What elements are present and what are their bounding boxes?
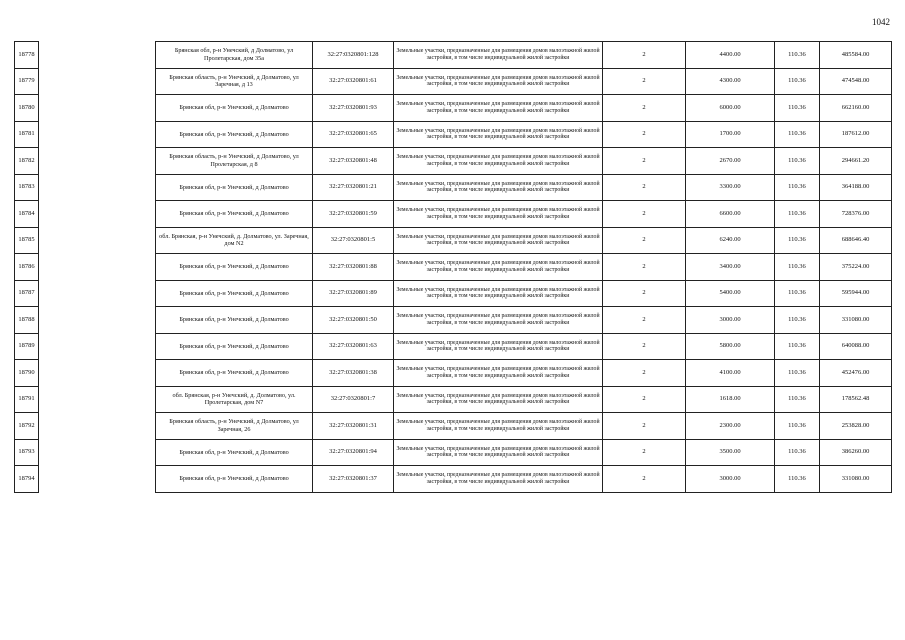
group-cell: 2 [603,386,686,413]
permitted-use-cell: Земельные участки, предназначенные для размещения домов малоэтажной жилой застройки, в том числе индивидуальной жилой застройки [394,333,603,360]
area-cell: 4300.00 [686,68,775,95]
cadastral-number-cell: 32:27:0320801:63 [313,333,394,360]
table-row [156,121,892,148]
row-number-cell: 18794 [15,466,39,493]
cadastral-number-cell: 32:27:0320801:7 [313,386,394,413]
row-number-row [15,68,39,95]
rate-cell: 110.36 [775,360,820,387]
rate-cell: 110.36 [775,466,820,493]
rate-cell: 110.36 [775,413,820,440]
row-number-row [15,121,39,148]
area-cell: 6240.00 [686,227,775,254]
address-cell: обл. Брянская, р-н Унечский, д. Долматово, ул. Пролетарская, дом N7 [156,386,313,413]
row-number-row [15,307,39,334]
group-cell: 2 [603,333,686,360]
table-row [156,439,892,466]
permitted-use-cell: Земельные участки, предназначенные для размещения домов малоэтажной жилой застройки, в том числе индивидуальной жилой застройки [394,386,603,413]
address-cell: Брянская обл, р-н Унечский, д Долматово [156,466,313,493]
row-number-column [14,41,39,493]
address-cell: Брянская обл, р-н Унечский, д Долматово [156,121,313,148]
cadastral-number-cell: 32:27:0320801:5 [313,227,394,254]
row-number-row [15,333,39,360]
address-cell: Брянская обл, р-н Унечский, д Долматово [156,280,313,307]
rate-cell: 110.36 [775,307,820,334]
row-number-cell: 18783 [15,174,39,201]
group-cell: 2 [603,174,686,201]
row-number-row [15,95,39,122]
permitted-use-cell: Земельные участки, предназначенные для размещения домов малоэтажной жилой застройки, в том числе индивидуальной жилой застройки [394,227,603,254]
cadastral-number-cell: 32:27:0320801:48 [313,148,394,175]
rate-cell: 110.36 [775,95,820,122]
address-cell: Брянская обл, р-н Унечский, д Долматово [156,360,313,387]
group-cell: 2 [603,307,686,334]
permitted-use-cell: Земельные участки, предназначенные для размещения домов малоэтажной жилой застройки, в том числе индивидуальной жилой застройки [394,201,603,228]
land-plots-table [155,41,892,493]
group-cell: 2 [603,360,686,387]
row-number-row [15,174,39,201]
row-number-row [15,254,39,281]
row-number-row [15,360,39,387]
address-cell: Брянская область, р-н Унечский, д Долматово, ул Заречная, 26 [156,413,313,440]
row-number-cell: 18791 [15,386,39,413]
table-row [156,42,892,69]
group-cell: 2 [603,227,686,254]
cadastral-value-cell: 662160.00 [820,95,892,122]
table-row [156,95,892,122]
cadastral-value-cell: 187612.00 [820,121,892,148]
cadastral-value-cell: 640088.00 [820,333,892,360]
area-cell: 6000.00 [686,95,775,122]
group-cell: 2 [603,95,686,122]
cadastral-number-cell: 32:27:0320801:37 [313,466,394,493]
row-number-cell: 18786 [15,254,39,281]
rate-cell: 110.36 [775,280,820,307]
row-number-cell: 18787 [15,280,39,307]
area-cell: 3000.00 [686,307,775,334]
address-cell: Брянская область, р-н Унечский, д Долматово, ул Заречная, д 13 [156,68,313,95]
table-row [156,174,892,201]
row-number-cell: 18792 [15,413,39,440]
group-cell: 2 [603,42,686,69]
permitted-use-cell: Земельные участки, предназначенные для размещения домов малоэтажной жилой застройки, в том числе индивидуальной жилой застройки [394,439,603,466]
table-row [156,201,892,228]
row-number-row [15,466,39,493]
area-cell: 6600.00 [686,201,775,228]
area-cell: 2670.00 [686,148,775,175]
area-cell: 3000.00 [686,466,775,493]
area-cell: 2300.00 [686,413,775,440]
cadastral-number-cell: 32:27:0320801:93 [313,95,394,122]
cadastral-value-cell: 386260.00 [820,439,892,466]
cadastral-value-cell: 364188.00 [820,174,892,201]
cadastral-number-cell: 32:27:0320801:50 [313,307,394,334]
cadastral-value-cell: 331080.00 [820,466,892,493]
row-number-row [15,148,39,175]
rate-cell: 110.36 [775,148,820,175]
cadastral-value-cell: 485584.00 [820,42,892,69]
rate-cell: 110.36 [775,227,820,254]
permitted-use-cell: Земельные участки, предназначенные для размещения домов малоэтажной жилой застройки, в том числе индивидуальной жилой застройки [394,95,603,122]
permitted-use-cell: Земельные участки, предназначенные для размещения домов малоэтажной жилой застройки, в том числе индивидуальной жилой застройки [394,148,603,175]
cadastral-value-cell: 178562.48 [820,386,892,413]
group-cell: 2 [603,466,686,493]
table-row [156,68,892,95]
cadastral-value-cell: 253828.00 [820,413,892,440]
group-cell: 2 [603,201,686,228]
row-number-row [15,227,39,254]
address-cell: Брянская обл, р-н Унечский, д Долматово [156,201,313,228]
table-row [156,386,892,413]
cadastral-value-cell: 728376.00 [820,201,892,228]
address-cell: обл. Брянская, р-н Унечский, д. Долматово, ул. Заречная, дом N2 [156,227,313,254]
row-number-cell: 18779 [15,68,39,95]
address-cell: Брянская обл, р-н Унечский, д Долматово [156,254,313,281]
row-number-row [15,439,39,466]
rate-cell: 110.36 [775,42,820,69]
permitted-use-cell: Земельные участки, предназначенные для размещения домов малоэтажной жилой застройки, в том числе индивидуальной жилой застройки [394,42,603,69]
area-cell: 4400.00 [686,42,775,69]
table-row [156,333,892,360]
group-cell: 2 [603,439,686,466]
row-number-cell: 18793 [15,439,39,466]
rate-cell: 110.36 [775,439,820,466]
permitted-use-cell: Земельные участки, предназначенные для размещения домов малоэтажной жилой застройки, в том числе индивидуальной жилой застройки [394,360,603,387]
table-row [156,227,892,254]
area-cell: 3400.00 [686,254,775,281]
permitted-use-cell: Земельные участки, предназначенные для размещения домов малоэтажной жилой застройки, в том числе индивидуальной жилой застройки [394,254,603,281]
cadastral-number-cell: 32:27:0320801:94 [313,439,394,466]
permitted-use-cell: Земельные участки, предназначенные для размещения домов малоэтажной жилой застройки, в том числе индивидуальной жилой застройки [394,413,603,440]
row-number-cell: 18780 [15,95,39,122]
row-number-cell: 18784 [15,201,39,228]
row-number-row [15,413,39,440]
address-cell: Брянская область, р-н Унечский, д Долматово, ул Пролетарская, д 8 [156,148,313,175]
cadastral-value-cell: 595944.00 [820,280,892,307]
cadastral-number-cell: 32:27:0320801:21 [313,174,394,201]
rate-cell: 110.36 [775,201,820,228]
row-number-cell: 18781 [15,121,39,148]
row-number-cell: 18790 [15,360,39,387]
cadastral-value-cell: 331080.00 [820,307,892,334]
area-cell: 4100.00 [686,360,775,387]
cadastral-number-cell: 32:27:0320801:38 [313,360,394,387]
cadastral-value-cell: 474548.00 [820,68,892,95]
row-number-row [15,201,39,228]
table-row [156,148,892,175]
permitted-use-cell: Земельные участки, предназначенные для размещения домов малоэтажной жилой застройки, в том числе индивидуальной жилой застройки [394,121,603,148]
group-cell: 2 [603,280,686,307]
address-cell: Брянская обл, р-н Унечский, д Долматово [156,307,313,334]
area-cell: 1618.00 [686,386,775,413]
area-cell: 1700.00 [686,121,775,148]
area-cell: 5800.00 [686,333,775,360]
group-cell: 2 [603,148,686,175]
row-number-row [15,386,39,413]
area-cell: 5400.00 [686,280,775,307]
cadastral-number-cell: 32:27:0320801:89 [313,280,394,307]
group-cell: 2 [603,121,686,148]
row-number-cell: 18785 [15,227,39,254]
table-row [156,466,892,493]
rate-cell: 110.36 [775,333,820,360]
permitted-use-cell: Земельные участки, предназначенные для размещения домов малоэтажной жилой застройки, в том числе индивидуальной жилой застройки [394,174,603,201]
group-cell: 2 [603,254,686,281]
rate-cell: 110.36 [775,174,820,201]
cadastral-value-cell: 688646.40 [820,227,892,254]
address-cell: Брянская обл, р-н Унечский, д Долматово [156,439,313,466]
area-cell: 3300.00 [686,174,775,201]
cadastral-value-cell: 294661.20 [820,148,892,175]
rate-cell: 110.36 [775,68,820,95]
group-cell: 2 [603,413,686,440]
row-number-row [15,42,39,69]
cadastral-value-cell: 452476.00 [820,360,892,387]
cadastral-number-cell: 32:27:0320801:59 [313,201,394,228]
row-number-cell: 18789 [15,333,39,360]
permitted-use-cell: Земельные участки, предназначенные для размещения домов малоэтажной жилой застройки, в том числе индивидуальной жилой застройки [394,68,603,95]
rate-cell: 110.36 [775,121,820,148]
table-row [156,360,892,387]
cadastral-value-cell: 375224.00 [820,254,892,281]
rate-cell: 110.36 [775,386,820,413]
group-cell: 2 [603,68,686,95]
cadastral-number-cell: 32:27:0320801:88 [313,254,394,281]
cadastral-number-cell: 32:27:0320801:31 [313,413,394,440]
rate-cell: 110.36 [775,254,820,281]
table-row [156,280,892,307]
cadastral-number-cell: 32:27:0320801:61 [313,68,394,95]
row-number-cell: 18782 [15,148,39,175]
permitted-use-cell: Земельные участки, предназначенные для размещения домов малоэтажной жилой застройки, в том числе индивидуальной жилой застройки [394,280,603,307]
cadastral-number-cell: 32:27:0320801:128 [313,42,394,69]
permitted-use-cell: Земельные участки, предназначенные для размещения домов малоэтажной жилой застройки, в том числе индивидуальной жилой застройки [394,466,603,493]
area-cell: 3500.00 [686,439,775,466]
cadastral-number-cell: 32:27:0320801:65 [313,121,394,148]
address-cell: Брянская обл, р-н Унечский, д Долматово, ул Пролетарская, дом 35а [156,42,313,69]
row-number-cell: 18788 [15,307,39,334]
row-number-cell: 18778 [15,42,39,69]
table-row [156,307,892,334]
table-row [156,254,892,281]
address-cell: Брянская обл, р-н Унечский, д Долматово [156,174,313,201]
address-cell: Брянская обл, р-н Унечский, д Долматово [156,333,313,360]
permitted-use-cell: Земельные участки, предназначенные для размещения домов малоэтажной жилой застройки, в том числе индивидуальной жилой застройки [394,307,603,334]
address-cell: Брянская обл, р-н Унечский, д Долматово [156,95,313,122]
table-row [156,413,892,440]
page-number: 1042 [872,17,890,27]
row-number-row [15,280,39,307]
